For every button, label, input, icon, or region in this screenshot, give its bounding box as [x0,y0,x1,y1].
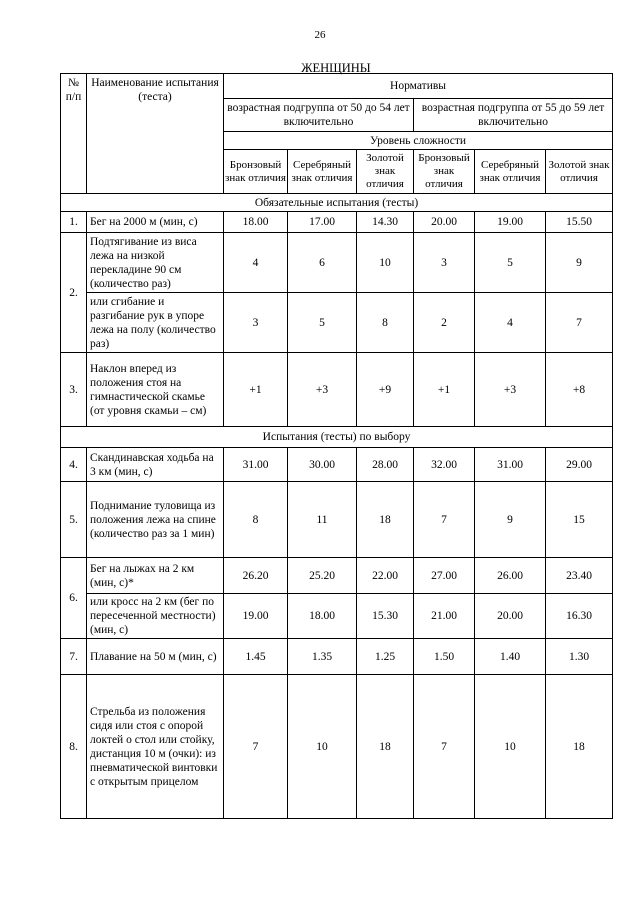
value-cell: +3 [475,353,546,427]
value-cell: 1.40 [475,639,546,675]
value-cell: 20.00 [475,594,546,639]
level-bronze: Бронзовый знак отличия [414,150,475,194]
value-cell: 20.00 [414,212,475,233]
value-cell: 27.00 [414,558,475,594]
value-cell: 6 [288,233,357,293]
table-row [61,212,613,233]
test-name: Скандинавская ходьба на 3 км (мин, с) [87,448,224,482]
table-row [61,639,613,675]
table-row [61,448,613,482]
value-cell: 16.30 [546,594,613,639]
value-cell: +8 [546,353,613,427]
header-name: Наименование испытания (теста) [87,74,224,194]
value-cell: 18.00 [224,212,288,233]
value-cell: 18 [357,675,414,819]
header-group-1: возрастная подгруппа от 50 до 54 лет включительно [224,99,414,132]
value-cell: 29.00 [546,448,613,482]
value-cell: 21.00 [414,594,475,639]
value-cell: 26.20 [224,558,288,594]
value-cell: 9 [475,482,546,558]
page-number: 26 [314,29,326,41]
table-row [61,482,613,558]
test-name: Плавание на 50 м (мин, с) [87,639,224,675]
value-cell: 30.00 [288,448,357,482]
norms-table [60,73,613,819]
value-cell: 9 [546,233,613,293]
test-name: Поднимание туловища из положения лежа на спине (количество раз за 1 мин) [87,482,224,558]
level-silver: Серебряный знак отличия [475,150,546,194]
value-cell: 22.00 [357,558,414,594]
value-cell: 1.30 [546,639,613,675]
section-mandatory: Обязательные испытания (тесты) [61,194,613,212]
value-cell: +3 [288,353,357,427]
value-cell: 26.00 [475,558,546,594]
value-cell: 2 [414,293,475,353]
value-cell: 7 [414,675,475,819]
test-name: Стрельба из положения сидя или стоя с опорой локтей о стол или стойку, дистанция 10 м (очки): из пневматической винтовки с открытым прицелом [87,675,224,819]
value-cell: +1 [414,353,475,427]
level-gold: Золотой знак отличия [357,150,414,194]
value-cell: 10 [475,675,546,819]
table-row [61,558,613,594]
value-cell: 31.00 [475,448,546,482]
table-row [61,293,613,353]
value-cell: 4 [475,293,546,353]
value-cell: 15.50 [546,212,613,233]
value-cell: 18.00 [288,594,357,639]
value-cell: 1.45 [224,639,288,675]
value-cell: +9 [357,353,414,427]
row-number: 8. [61,675,87,819]
row-number: 6. [61,558,87,639]
test-name: Бег на 2000 м (мин, с) [87,212,224,233]
row-number: 4. [61,448,87,482]
value-cell: 25.20 [288,558,357,594]
test-name: Подтягивание из виса лежа на низкой перекладине 90 см (количество раз) [87,233,224,293]
value-cell: 11 [288,482,357,558]
value-cell: 3 [224,293,288,353]
value-cell: 32.00 [414,448,475,482]
value-cell: 1.35 [288,639,357,675]
table-row [61,233,613,293]
value-cell: 1.25 [357,639,414,675]
section-optional: Испытания (тесты) по выбору [61,427,613,448]
level-bronze: Бронзовый знак отличия [224,150,288,194]
value-cell: 19.00 [224,594,288,639]
value-cell: 3 [414,233,475,293]
value-cell: 5 [475,233,546,293]
test-name: Наклон вперед из положения стоя на гимнастической скамье (от уровня скамьи – см) [87,353,224,427]
header-norms: Нормативы [224,74,613,99]
level-gold: Золотой знак отличия [546,150,613,194]
header-num: № п/п [61,74,87,194]
row-number: 2. [61,233,87,353]
value-cell: 10 [288,675,357,819]
value-cell: 8 [357,293,414,353]
value-cell: 7 [414,482,475,558]
value-cell: 18 [546,675,613,819]
test-name: или кросс на 2 км (бег по пересеченной местности) (мин, с) [87,594,224,639]
value-cell: 14.30 [357,212,414,233]
value-cell: 28.00 [357,448,414,482]
table-row [61,594,613,639]
value-cell: 8 [224,482,288,558]
value-cell: 7 [224,675,288,819]
row-number: 3. [61,353,87,427]
value-cell: 19.00 [475,212,546,233]
test-name: или сгибание и разгибание рук в упоре лежа на полу (количество раз) [87,293,224,353]
value-cell: 4 [224,233,288,293]
row-number: 1. [61,212,87,233]
value-cell: 23.40 [546,558,613,594]
table-row [61,675,613,819]
value-cell: +1 [224,353,288,427]
section-title: ЖЕНЩИНЫ [301,61,371,75]
header-difficulty: Уровень сложности [224,132,613,150]
level-silver: Серебряный знак отличия [288,150,357,194]
test-name: Бег на лыжах на 2 км (мин, с)* [87,558,224,594]
value-cell: 31.00 [224,448,288,482]
value-cell: 15 [546,482,613,558]
row-number: 5. [61,482,87,558]
value-cell: 10 [357,233,414,293]
value-cell: 1.50 [414,639,475,675]
value-cell: 17.00 [288,212,357,233]
value-cell: 5 [288,293,357,353]
header-group-2: возрастная подгруппа от 55 до 59 лет включительно [414,99,613,132]
value-cell: 15.30 [357,594,414,639]
value-cell: 18 [357,482,414,558]
table-row [61,353,613,427]
row-number: 7. [61,639,87,675]
value-cell: 7 [546,293,613,353]
